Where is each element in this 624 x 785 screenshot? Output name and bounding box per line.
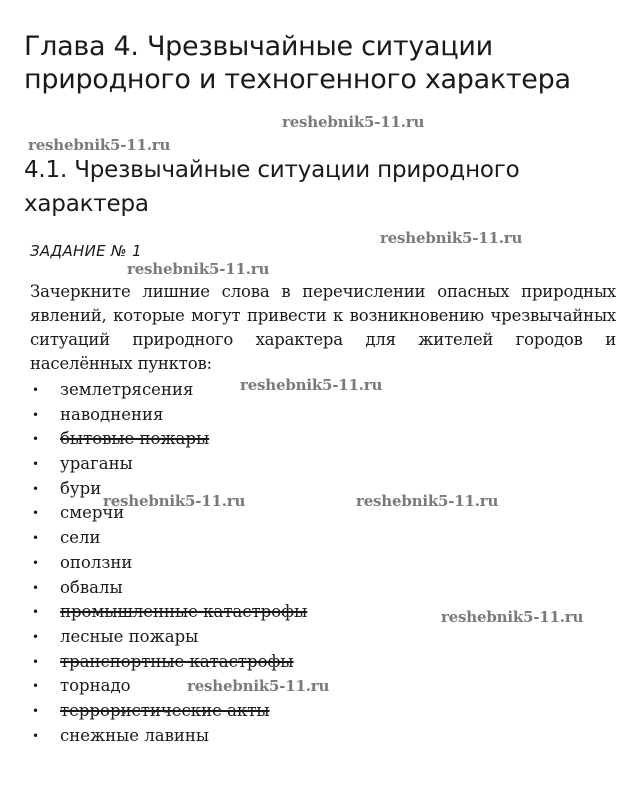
list-item xyxy=(30,650,307,675)
list-item-label: оползни xyxy=(60,552,133,572)
list-item xyxy=(30,576,307,601)
watermark-text: reshebnik5-11.ru xyxy=(28,136,171,154)
list-item-label: обвалы xyxy=(60,577,123,597)
list-item xyxy=(30,403,307,428)
list-item xyxy=(30,699,307,724)
bullet-icon: • xyxy=(32,383,40,397)
watermark-text: reshebnik5-11.ru xyxy=(356,492,499,510)
list-item-label: снежные лавины xyxy=(60,725,210,745)
watermark-text: reshebnik5-11.ru xyxy=(187,677,330,695)
list-item-label: торнадо xyxy=(60,676,131,696)
section-title: 4.1. Чрезвычайные ситуации природного характера xyxy=(24,157,520,217)
watermark-text: reshebnik5-11.ru xyxy=(240,376,383,394)
list-item xyxy=(30,724,307,749)
bullet-icon: • xyxy=(32,728,40,743)
watermark-text: reshebnik5-11.ru xyxy=(380,229,523,247)
watermark-text: reshebnik5-11.ru xyxy=(282,113,425,131)
list-item xyxy=(30,625,307,650)
bullet-icon: • xyxy=(32,432,40,447)
watermark-text: reshebnik5-11.ru xyxy=(103,492,246,510)
list-item xyxy=(30,427,307,452)
list-item-label: сели xyxy=(60,528,101,548)
bullet-icon: • xyxy=(32,457,40,472)
bullet-icon: • xyxy=(32,531,40,546)
list-item-label: промышленные катастрофы xyxy=(60,602,308,622)
bullet-icon: • xyxy=(32,555,40,570)
list-item xyxy=(30,551,307,576)
bullet-icon: • xyxy=(32,481,40,496)
list-item-label: землетрясения xyxy=(60,380,194,399)
list-item-label: бытовые пожары xyxy=(60,429,210,449)
list-item-label: террористические акты xyxy=(60,700,270,720)
list-item-label: транспортные катастрофы xyxy=(60,651,294,671)
task-text: Зачеркните лишние слова в перечислении опасных природных явлений, которые могут привести к возникновению чрезвычайных ситуаций природного характера для жителей городов и населённых пунктов: xyxy=(30,282,616,373)
bullet-icon: • xyxy=(32,605,40,620)
bullet-icon: • xyxy=(32,407,40,422)
bullet-icon: • xyxy=(32,654,40,669)
watermark-text: reshebnik5-11.ru xyxy=(441,608,584,626)
bullet-icon: • xyxy=(32,629,40,644)
list-item-label: бури xyxy=(60,478,102,498)
list-item xyxy=(30,452,307,477)
list-item-label: ураганы xyxy=(60,454,133,474)
watermark-text: reshebnik5-11.ru xyxy=(127,260,270,278)
list-item-label: наводнения xyxy=(60,404,164,424)
bullet-icon: • xyxy=(32,506,40,521)
list-item xyxy=(30,600,307,625)
bullet-icon: • xyxy=(32,580,40,595)
list-item-label: смерчи xyxy=(60,503,125,523)
task-label: ЗАДАНИЕ № 1 xyxy=(30,242,142,260)
chapter-title: Глава 4. Чрезвычайные ситуации природного и техногенного характера xyxy=(24,31,571,95)
list-item-label: лесные пожары xyxy=(60,626,199,646)
bullet-icon: • xyxy=(32,703,40,718)
list-item xyxy=(30,526,307,551)
bullet-icon: • xyxy=(32,679,40,694)
